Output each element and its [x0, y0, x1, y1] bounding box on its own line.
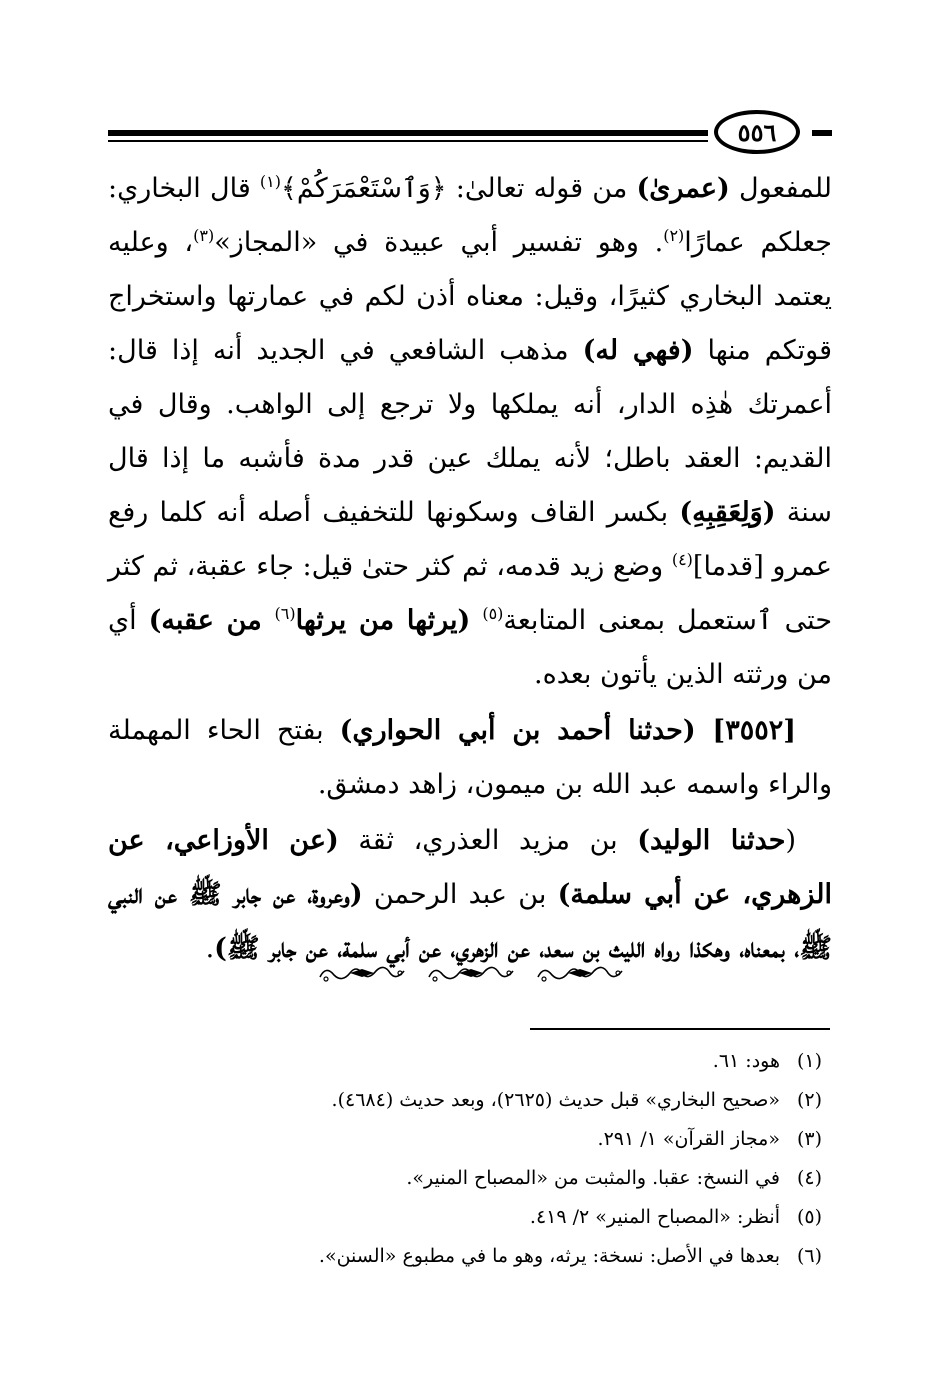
bold-term: (عمرىٰ) [636, 173, 730, 204]
header-rule-right [812, 130, 832, 136]
footnote-number: (١) [796, 1050, 822, 1072]
bold-term: (فهي له) [582, 335, 694, 366]
ornament-icon [425, 959, 517, 987]
main-text [108, 162, 832, 976]
text-run: ( [785, 825, 796, 856]
footnote-ref: (٢) [663, 226, 685, 245]
bold-term: من عقبه) [148, 605, 275, 636]
footnote-item [108, 1237, 822, 1276]
text-run: بن عبد الرحمن [362, 879, 558, 910]
bold-term: (عن الأوزاعي، عن الزهري، عن أبي سلمة) [108, 825, 832, 910]
footnote-number: (٤) [796, 1167, 822, 1189]
footnote-ref: (٦) [274, 604, 296, 623]
footnote-ref: (١) [259, 172, 281, 191]
bold-term: حدثنا الوليد) [637, 825, 786, 856]
footnote-item [108, 1120, 822, 1159]
ornament-icon [534, 959, 626, 987]
footnote-text: «صحيح البخاري» قبل حديث (٢٦٢٥)، وبعد حديث (٤٦٨٤). [331, 1089, 780, 1111]
footnote-item [108, 1081, 822, 1120]
footnote-item [108, 1042, 822, 1081]
paragraph-2 [108, 704, 832, 812]
footnote-number: (٣) [796, 1128, 822, 1150]
text-run: . وهو تفسير أبي عبيدة في «المجاز» [214, 227, 664, 258]
footnote-text: «مجاز القرآن» ١/ ٢٩١. [597, 1128, 780, 1150]
page-header [108, 108, 832, 158]
text-run: . [205, 933, 215, 964]
text-run: بن مزيد العذري، ثقة [338, 825, 638, 856]
text-run [470, 605, 482, 636]
page-number: ٥٥٦ [714, 110, 800, 154]
footnote-item [108, 1159, 822, 1198]
text-run: للمفعول [729, 173, 833, 204]
bold-term: (يرثها من يرثها [295, 605, 471, 636]
footnote-text: في النسخ: عقبا. والمثبت من «المصباح المنير». [406, 1167, 780, 1189]
footnote-ref: (٥) [482, 604, 504, 623]
text-run: قال البخاري: جعلكم عمارًا [108, 173, 832, 258]
footnote-ref: (٤) [671, 550, 693, 569]
section-divider [316, 958, 626, 988]
text-run: أي من ورثته الذين يأتون بعده. [108, 605, 832, 690]
footnote-item [108, 1198, 822, 1237]
footnotes [108, 1042, 822, 1276]
footnote-number: (٦) [796, 1245, 822, 1267]
footnote-text: هود: ٦١. [712, 1050, 780, 1072]
text-run: بفتح الحاء المهملة والراء واسمه عبد الله بن ميمون، زاهد دمشق. [108, 715, 832, 800]
paragraph-1 [108, 162, 832, 702]
footnote-number: (٥) [796, 1206, 822, 1228]
text-run: من قوله تعالىٰ: ﴿وَٱسْتَعْمَرَكُمْ﴾ [281, 173, 637, 204]
text-run: وضع زيد قدمه، ثم كثر حتىٰ قيل: جاء عقبة، ثم كثر حتى ٱستعمل بمعنى المتابعة [108, 551, 833, 636]
text-run: بكسر القاف وسكونها للتخفيف أصله أنه كلما رفع عمرو [قدما] [108, 497, 832, 582]
header-rule-thin [108, 140, 708, 142]
footnote-text: بعدها في الأصل: نسخة: يرثه، وهو ما في مطبوع «السنن». [318, 1245, 780, 1267]
footnote-ref: (٣) [193, 226, 215, 245]
text-run: مذهب الشافعي في الجديد أنه إذا قال: أعمرتك هٰذِه الدار، أنه يملكها ولا ترجع إلى الواهب. وقال في القديم: العقد باطل؛ لأنه يملك عين قدر مدة فأشبه ما إذا قال سنة [108, 335, 832, 528]
header-rule-thick [108, 130, 708, 136]
hadith-number-heading: [٣٥٥٢] (حدثنا أحمد بن أبي الحواري) [339, 715, 796, 746]
footnote-text: أنظر: «المصباح المنير» ٢/ ٤١٩. [529, 1206, 780, 1228]
ornament-icon [316, 959, 408, 987]
footnote-separator [530, 1028, 830, 1030]
text-run: ، وعليه يعتمد البخاري كثيرًا، وقيل: معناه أذن لكم في عمارتها واستخراج قوتكم منها [108, 227, 833, 366]
bold-term: (وعروة، عن جابر ﷺ عن النبي ﷺ، بمعناه، وهكذا رواه الليث بن سعد، عن الزهري، عن أبي سلمة، عن جابر ﷺ) [108, 879, 832, 964]
paragraph-3 [108, 814, 832, 976]
footnote-number: (٢) [796, 1089, 822, 1111]
bold-term: (وَلِعَقِبِهِ) [679, 497, 776, 528]
